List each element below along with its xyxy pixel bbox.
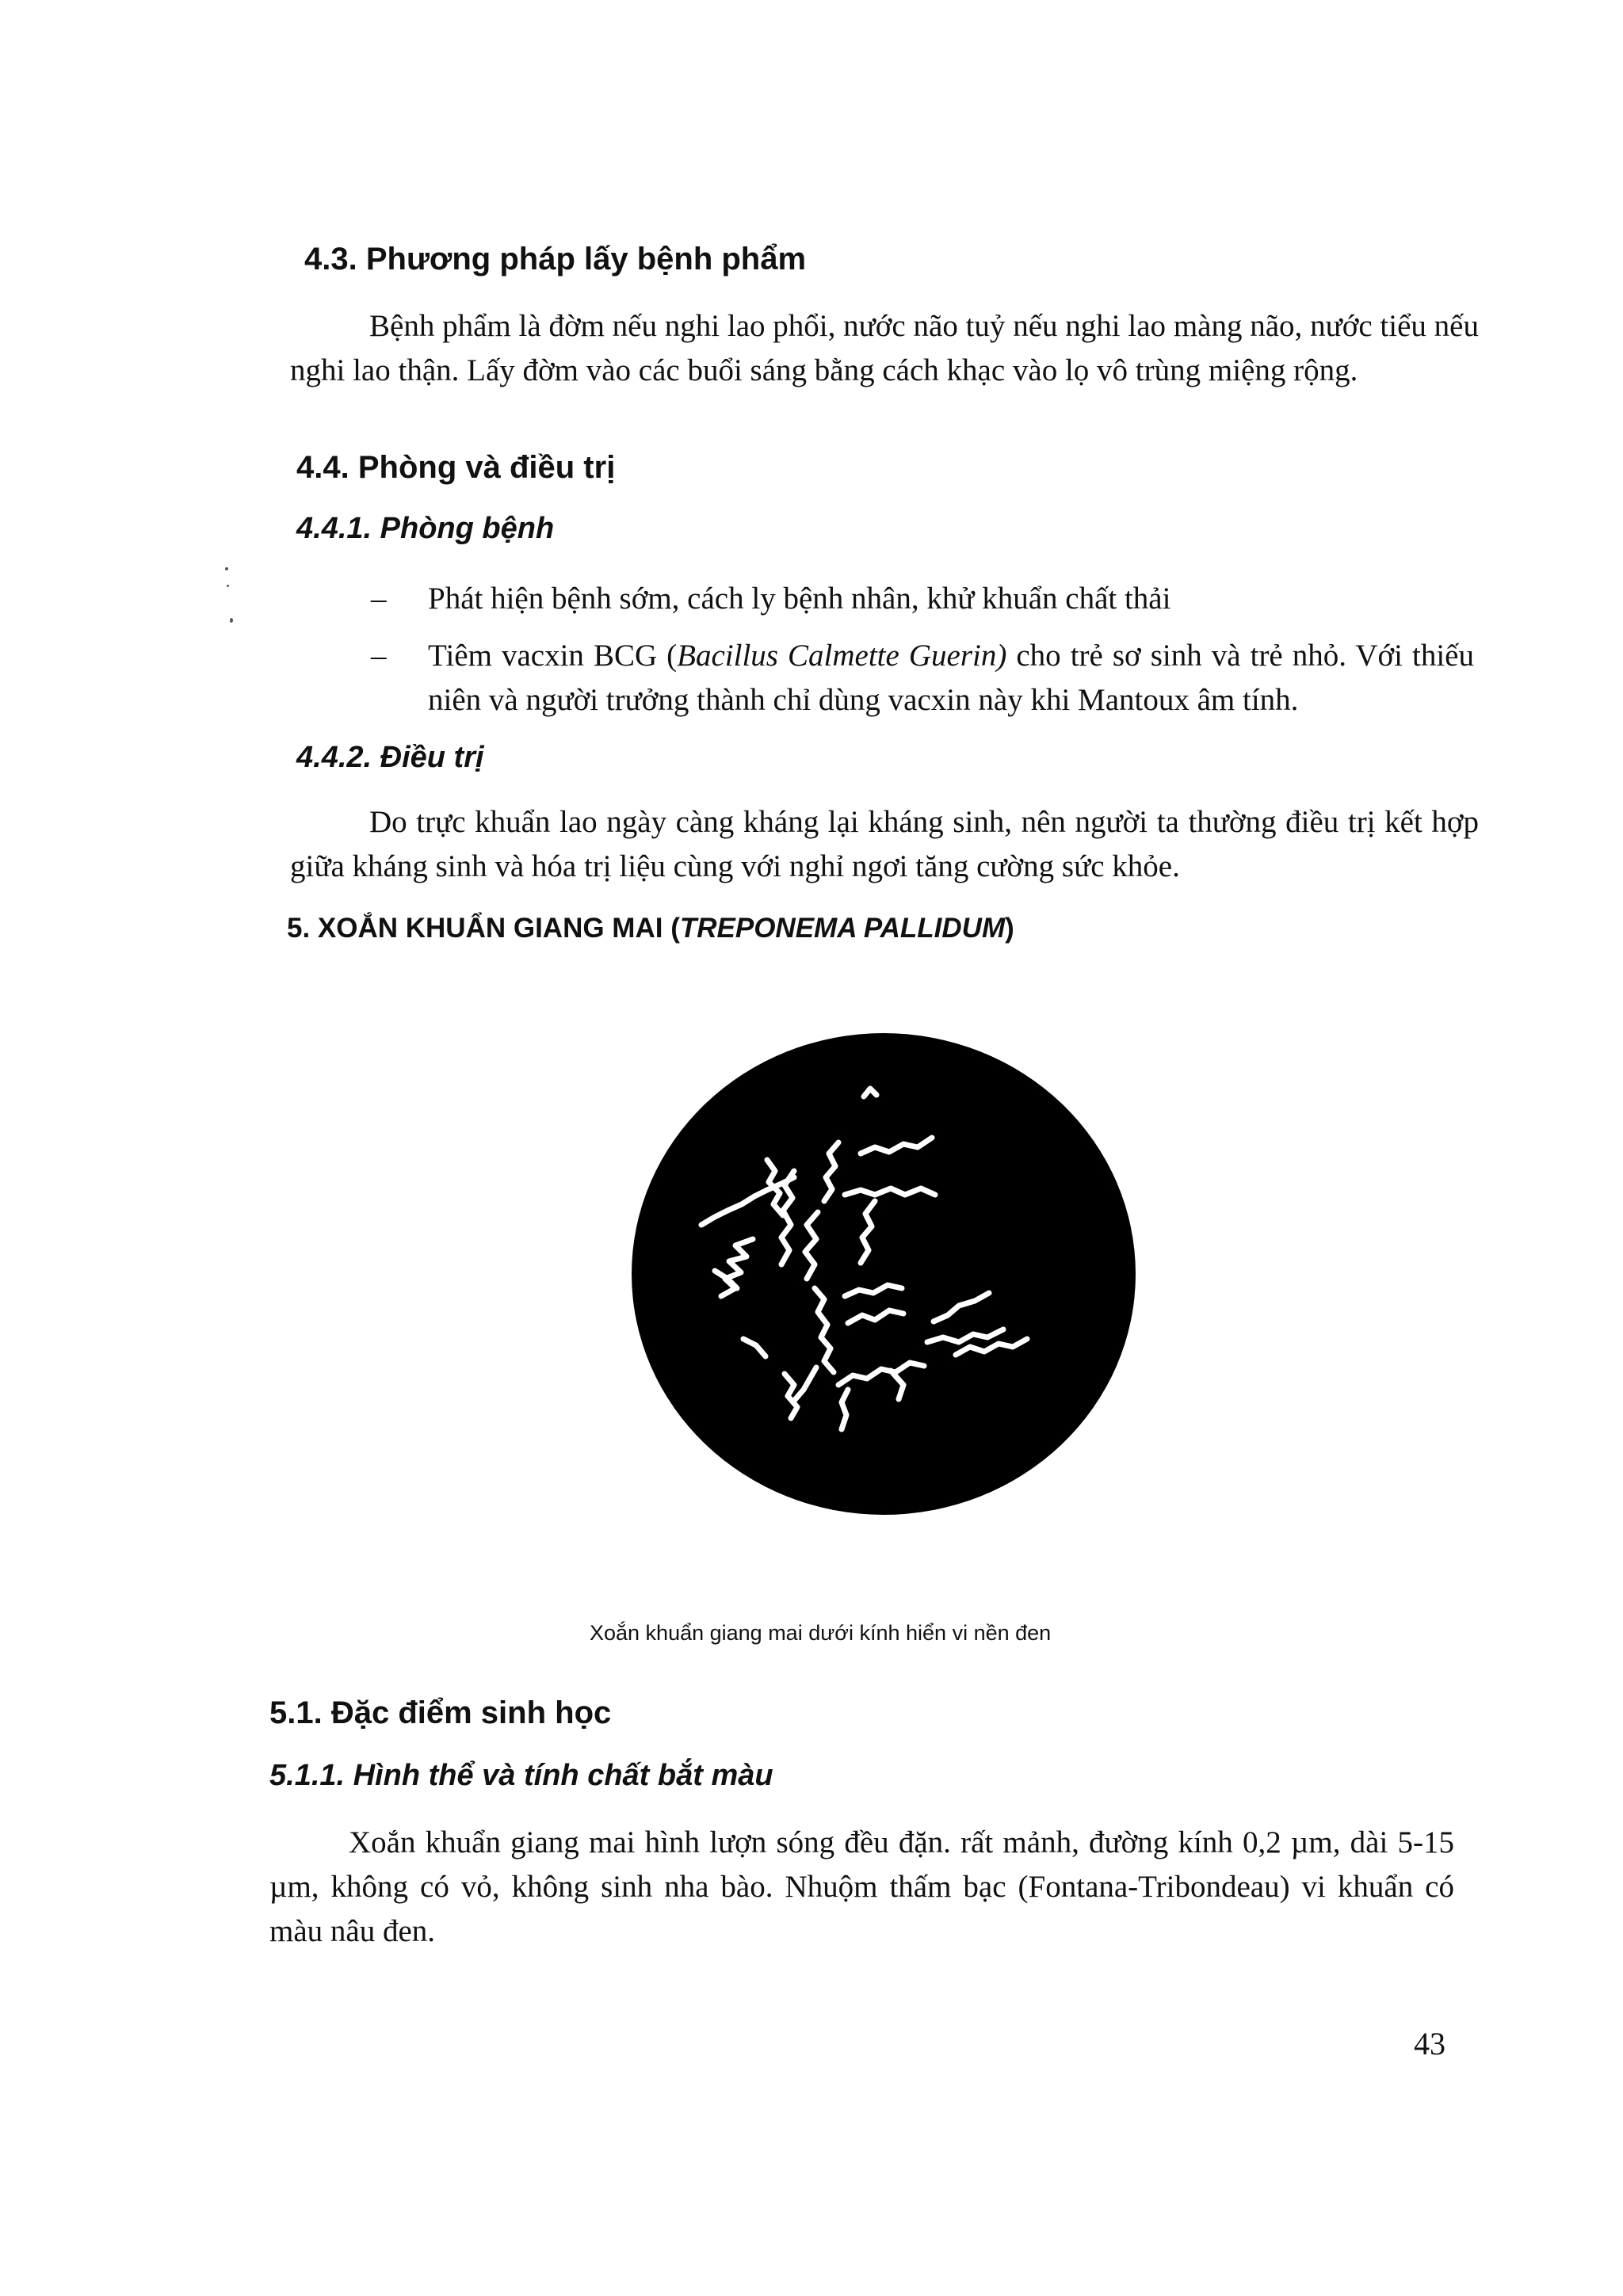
darkfield-micrograph — [626, 1027, 1141, 1518]
heading-4-4: 4.4. Phòng và điều trị — [296, 450, 616, 485]
scan-speck — [230, 618, 233, 623]
paragraph-4-3 — [290, 304, 1479, 393]
heading-5-1: 5.1. Đặc điểm sinh học — [269, 1695, 612, 1730]
paragraph-4-3-text: Bệnh phẩm là đờm nếu nghi lao phổi, nước não tuỷ nếu nghi lao màng não, nước tiểu nếu nghi lao thận. Lấy đờm vào các buổi sáng bằng cách khạc vào lọ vô trùng miệng rộng. — [290, 309, 1479, 387]
bullet-1-text: Phát hiện bệnh sớm, cách ly bệnh nhân, khử khuẩn chất thải — [428, 582, 1171, 616]
paragraph-4-4-2-text: Do trực khuẩn lao ngày càng kháng lại kháng sinh, nên người ta thường điều trị kết hợp giữa kháng sinh và hóa trị liệu cùng với nghỉ ngơi tăng cường sức khỏe. — [290, 805, 1479, 883]
heading-5-text: 5. XOẮN KHUẨN GIANG MAI ( — [287, 913, 680, 944]
heading-4-4-2: 4.4.2. Điều trị — [296, 741, 484, 774]
heading-5-italic-text: TREPONEMA PALLIDUM — [679, 913, 1006, 944]
paragraph-5-1-1-text: Xoắn khuẩn giang mai hình lượn sóng đều đặn. rất mảnh, đường kính 0,2 µm, dài 5-15 µm, không có vỏ, không sinh nha bào. Nhuộm thấm bạc (Fontana-Tribondeau) vi khuẩn có màu nâu đen. — [269, 1825, 1454, 1948]
bullet-item — [371, 634, 1474, 723]
heading-5-text-end: ) — [1005, 913, 1014, 944]
paragraph-5-1-1 — [269, 1821, 1454, 1954]
bullet-dash: – — [371, 639, 387, 673]
bullet-2-text: Tiêm vacxin BCG ( — [428, 639, 678, 673]
page-number: 43 — [1414, 2026, 1445, 2061]
heading-4-3: 4.3. Phương pháp lấy bệnh phẩm — [304, 242, 807, 277]
bullet-2-text-end: cho trẻ sơ sinh và trẻ nhỏ. Với thiếu niên và người trưởng thành chỉ dùng vacxin này khi Mantoux âm tính. — [428, 639, 1474, 717]
bullet-dash: – — [371, 582, 387, 616]
heading-5 — [287, 913, 1014, 944]
microscope-field — [632, 1033, 1136, 1515]
scan-speck — [227, 585, 229, 587]
figure-caption: Xoắn khuẩn giang mai dưới kính hiển vi nền đen — [590, 1621, 1052, 1645]
scan-speck — [225, 567, 228, 570]
bullet-item — [371, 577, 1474, 621]
heading-5-1-1: 5.1.1. Hình thể và tính chất bắt màu — [269, 1759, 773, 1792]
bullet-2-italic-text: Bacillus Calmette Guerin) — [677, 639, 1007, 673]
paragraph-4-4-2 — [290, 800, 1479, 889]
heading-4-4-1: 4.4.1. Phòng bệnh — [296, 512, 555, 545]
